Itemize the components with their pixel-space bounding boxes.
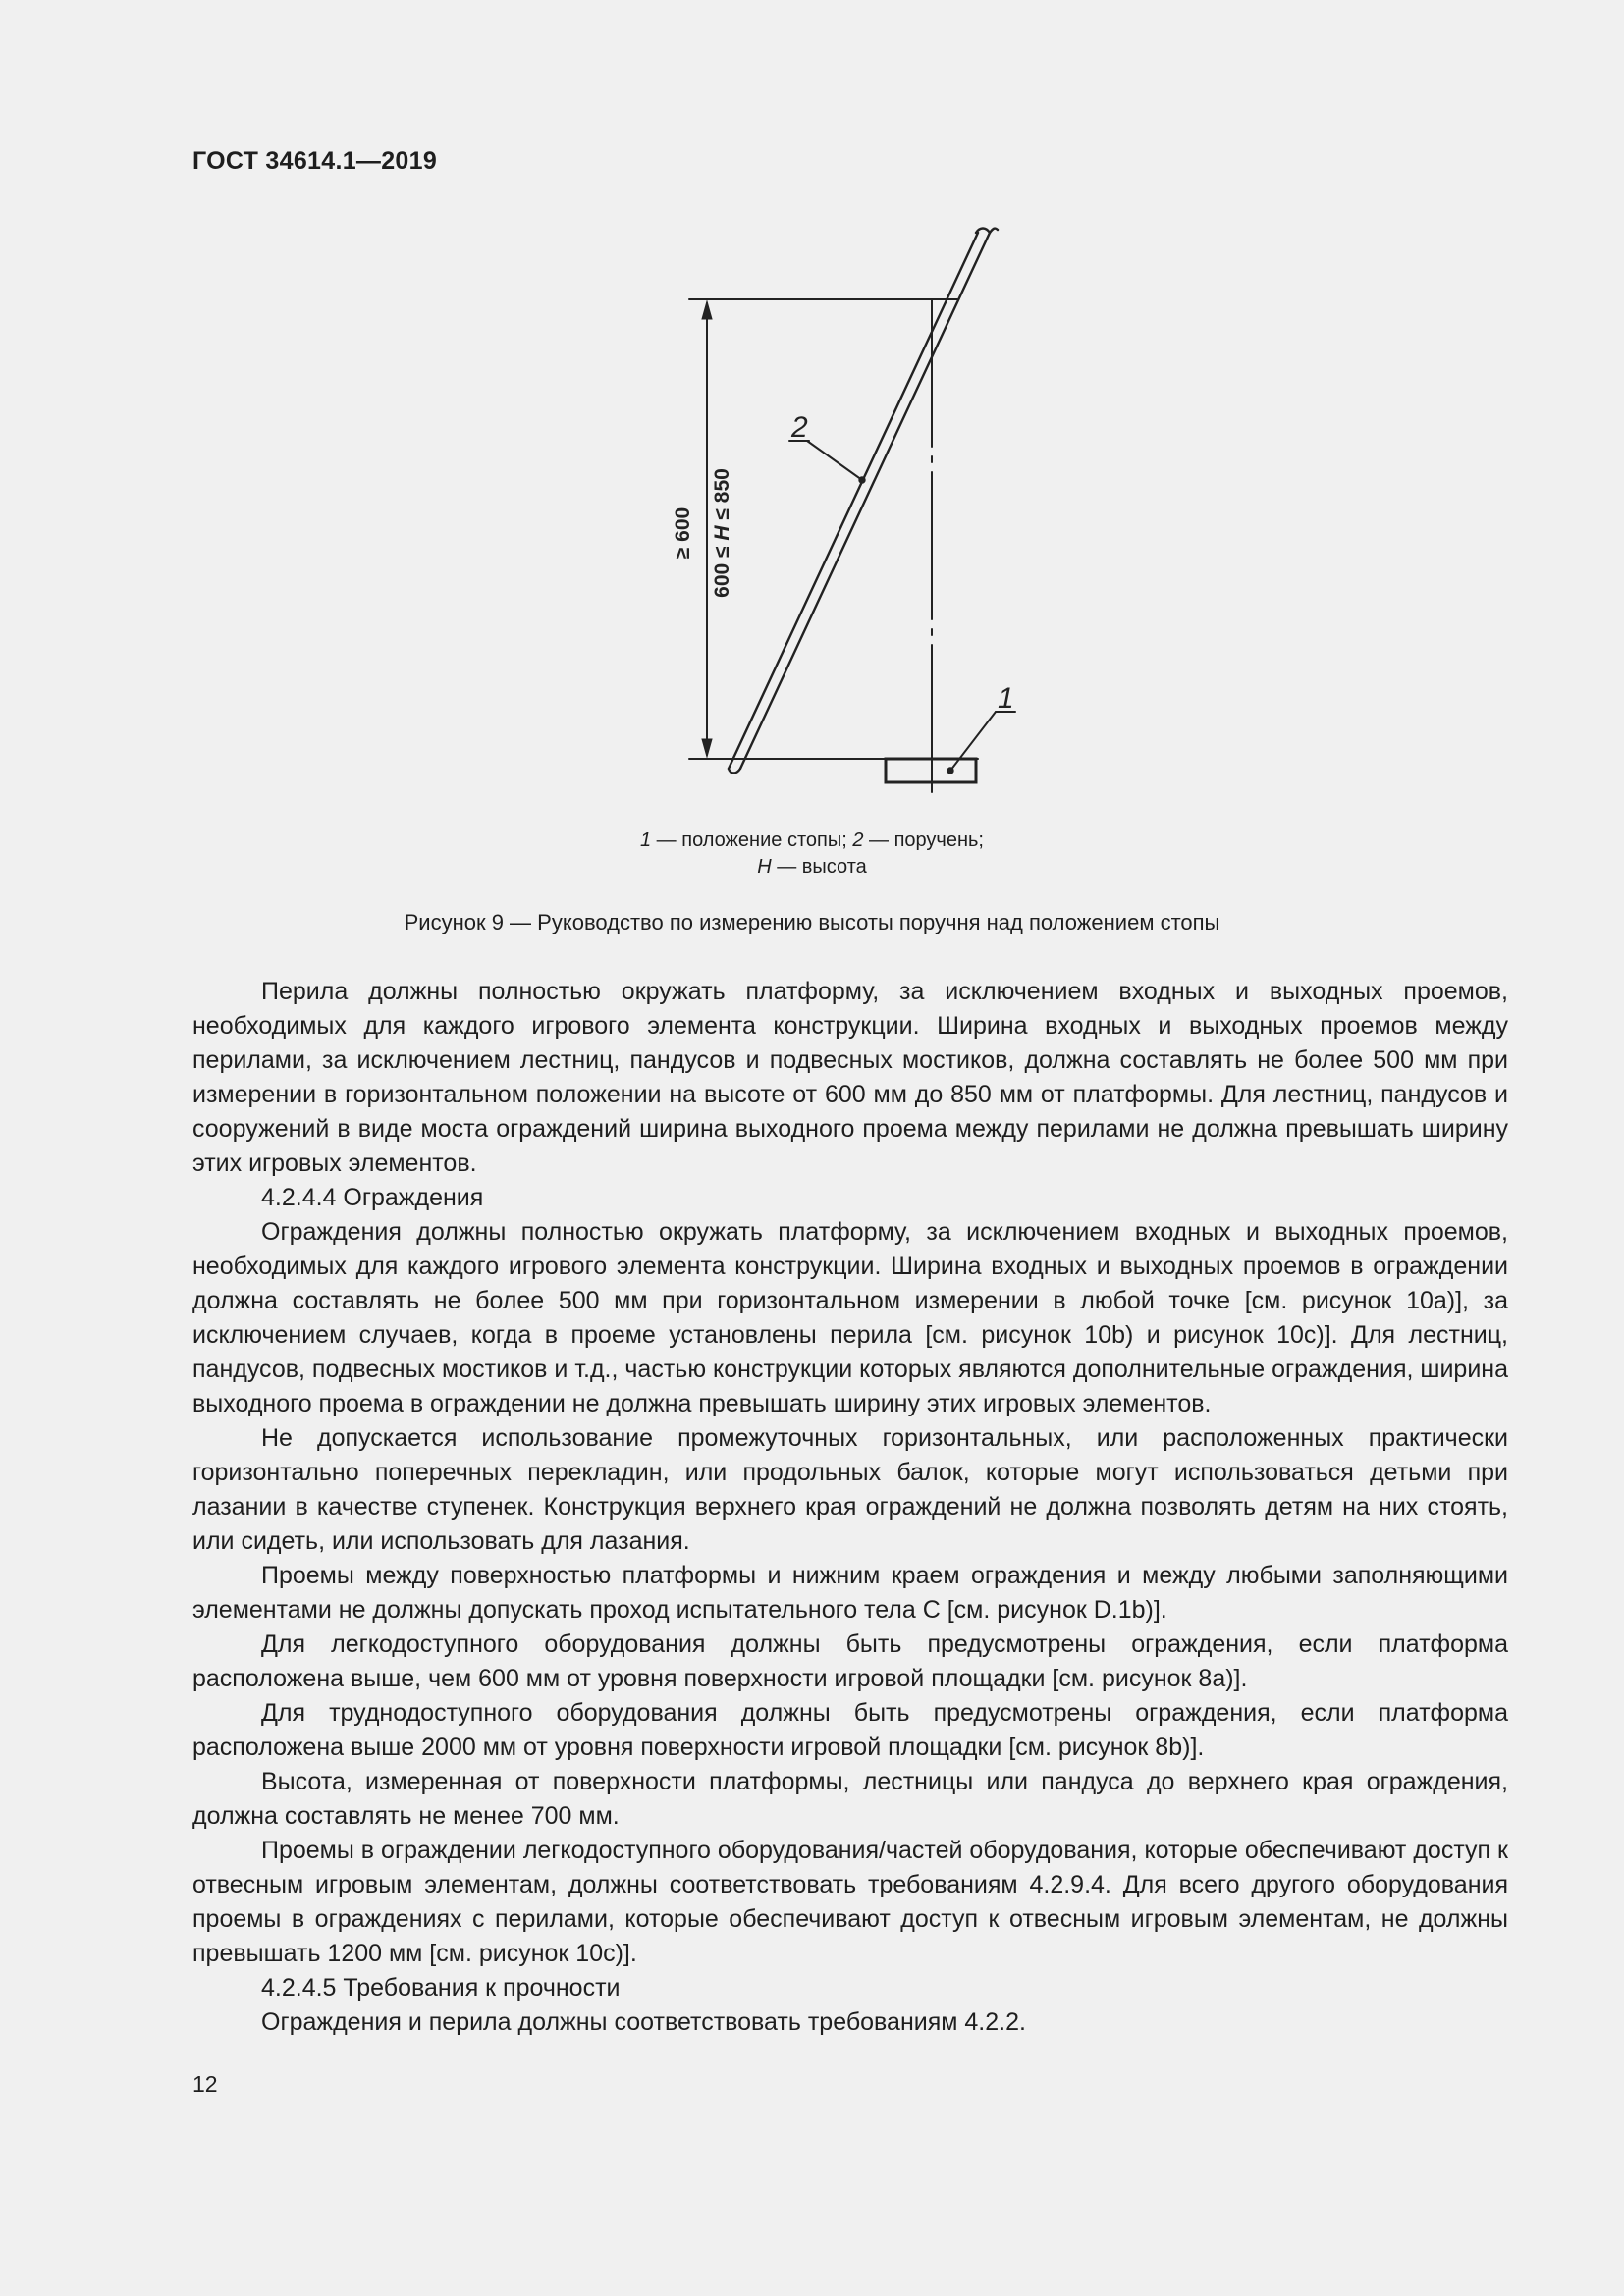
paragraph: Проемы между поверхностью платформы и нижним краем ограждения и между любыми заполняющими элементами не должны допускать проход испытательного тела С [см. рисунок D.1b)]. xyxy=(192,1562,1508,1624)
section-heading-4-2-4-5: 4.2.4.5 Требования к прочности xyxy=(261,1974,621,2002)
legend-line-2: H — высота xyxy=(757,856,867,878)
arrow-top xyxy=(702,301,712,319)
arrow-bottom xyxy=(702,739,712,757)
paragraph: Ограждения и перила должны соответствовать требованиям 4.2.2. xyxy=(261,2008,1026,2036)
figure-legend xyxy=(0,828,1624,881)
callout-label-2: 2 xyxy=(791,411,808,444)
paragraph: Не допускается использование промежуточных горизонтальных, или расположенных практически горизонтально поперечных перекладин, или продольных балок, которые могут использоваться детьми при лазании в качестве ступенек. Конструкция верхнего края ограждений не должна позволять детям на них стоять, или сидеть, или использовать для лазания. xyxy=(192,1424,1508,1555)
paragraph: Проемы в ограждении легкодоступного оборудования/частей оборудования, которые обеспечивают доступ к отвесным игровым элементам, должны соответствовать требованиям 4.2.9.4. Для всего другого оборудования проемы в ограждениях с перилами, которые обеспечивают доступ к отвесным игровым элементам, не должны превышать 1200 мм [см. рисунок 10c)]. xyxy=(192,1837,1508,1967)
paragraph: Высота, измеренная от поверхности платформы, лестницы или пандуса до верхнего края ограждения, должна составлять не менее 700 мм. xyxy=(192,1768,1508,1830)
leader-line-2 xyxy=(807,441,862,480)
body-text xyxy=(192,975,1508,2040)
dimension-label-outer: ≥ 600 xyxy=(672,507,694,560)
leader-line-1 xyxy=(950,712,996,771)
figure-9-diagram xyxy=(628,221,1041,810)
handrail-end-bottom xyxy=(729,769,740,774)
paragraph: Для легкодоступного оборудования должны быть предусмотрены ограждения, если платформа расположена выше, чем 600 мм от уровня поверхности игровой площадки [см. рисунок 8a)]. xyxy=(192,1630,1508,1692)
paragraph: Для труднодоступного оборудования должны быть предусмотрены ограждения, если платформа расположена выше 2000 мм от уровня поверхности игровой площадки [см. рисунок 8b)]. xyxy=(192,1699,1508,1761)
handrail-break-top xyxy=(976,229,998,234)
handrail-line-left xyxy=(729,233,978,769)
section-heading-4-2-4-4: 4.2.4.4 Ограждения xyxy=(261,1184,484,1211)
document-header: ГОСТ 34614.1—2019 xyxy=(192,147,438,175)
leader-dot-2 xyxy=(860,478,865,483)
dimension-label-inner: 600 ≤ H ≤ 850 xyxy=(711,468,733,598)
callout-label-1: 1 xyxy=(998,682,1014,715)
leader-dot-1 xyxy=(948,769,953,774)
paragraph: Ограждения должны полностью окружать платформу, за исключением входных и выходных проемов, необходимых для каждого игрового элемента конструкции. Ширина входных и выходных проемов в ограждении должна составлять не более 500 мм при горизонтальном измерении в любой точке [см. рисунок 10a)], за исключением случаев, когда в проеме установлены перила [см. рисунок 10b) и рисунок 10c)]. Для лестниц, пандусов, подвесных мостиков и т.д., частью конструкции которых являются дополнительные ограждения, ширина выходного проема в ограждении не должна превышать ширину этих игровых элементов. xyxy=(192,1218,1508,1417)
figure-caption: Рисунок 9 — Руководство по измерению высоты поручня над положением стопы xyxy=(404,910,1220,934)
handrail-line-right xyxy=(740,233,990,769)
paragraph: Перила должны полностью окружать платформу, за исключением входных и выходных проемов, необходимых для каждого игрового элемента конструкции. Ширина входных и выходных проемов между перилами, за исключением лестниц, пандусов и подвесных мостиков, должна составлять не более 500 мм при измерении в горизонтальном положении на высоте от 600 мм до 850 мм от платформы. Для лестниц, пандусов и сооружений в виде моста ограждений ширина выходного проема между перилами не должна превышать ширину этих игровых элементов. xyxy=(192,978,1508,1177)
page-number: 12 xyxy=(192,2071,218,2097)
legend-line-1: 1 — положение стопы; 2 — поручень; xyxy=(640,829,984,851)
